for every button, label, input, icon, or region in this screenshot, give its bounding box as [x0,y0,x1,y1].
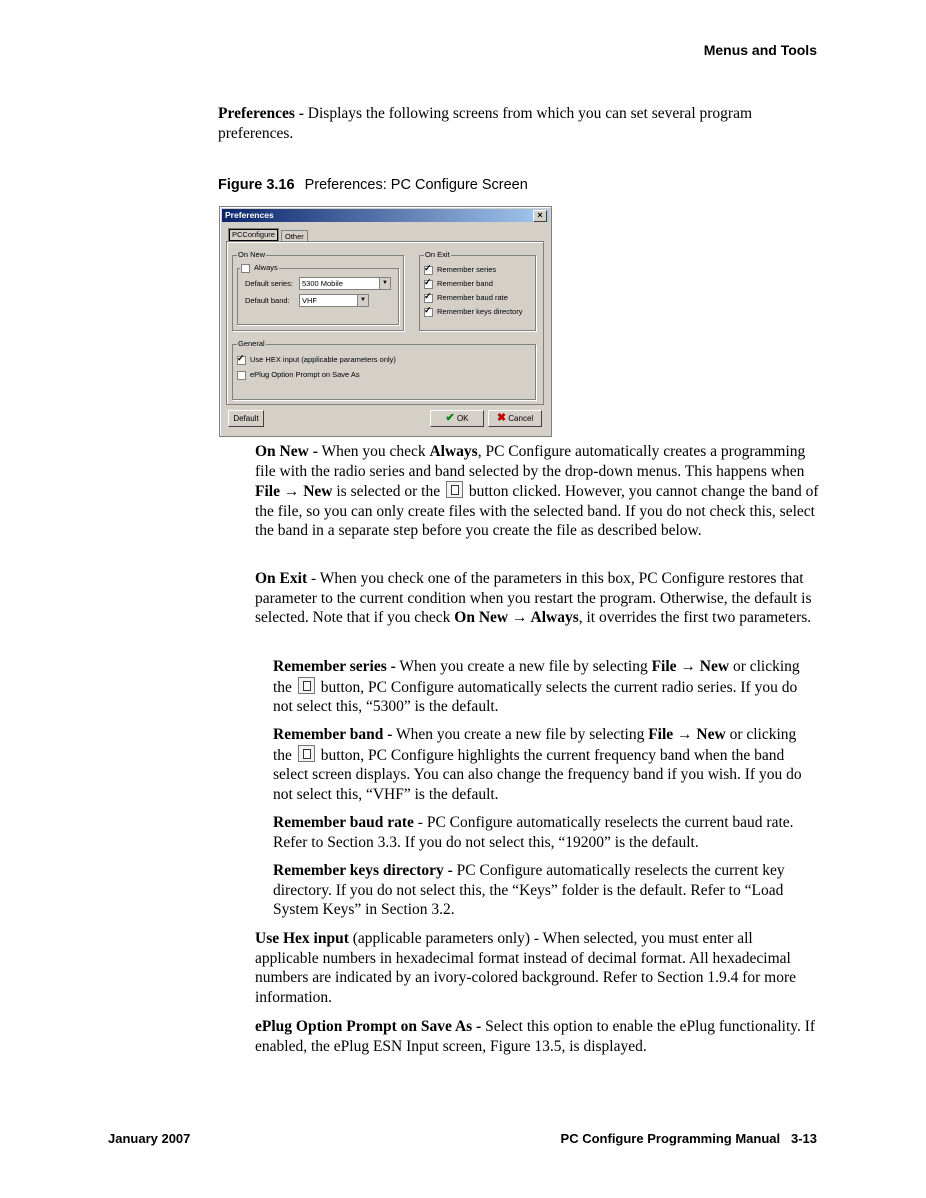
remember-series-term: Remember series - [273,658,396,675]
remember-keys-checkbox[interactable] [424,308,433,317]
intro-term: Preferences - [218,105,304,122]
text: , it overrides the first two parameters. [578,609,812,627]
new-file-icon [298,745,315,762]
default-band-label: Default band: [245,296,290,305]
always-group [237,263,399,325]
text: - PC Configure automatically reselects the current baud rate. Refer to Section 3.3. If you do not select this, “19200” is the default. [273,814,794,851]
text: button, PC Configure highlights the current frequency band when the band select screen displays. You can also change the frequency band if you wish. If you do not select this, “VHF” is the default. [273,746,802,803]
always-checkbox-row[interactable] [240,263,279,273]
remember-band-paragraph [273,725,818,804]
on-exit-group [419,250,536,331]
text: button clicked. However, you cannot change the band of the file, so you can only create files with the selected band. If you do not check this, select the band in a separate step before you create the file as described below. [255,483,819,540]
remember-baud-term: Remember baud rate [273,814,414,831]
bold-text: File → New [651,658,730,675]
hex-paragraph [255,929,820,1007]
text: When you check [317,443,430,460]
tab-other[interactable]: Other [281,230,308,243]
remember-series-label: Remember series [437,265,497,274]
default-series-label: Default series: [245,279,293,288]
remember-keys-row[interactable] [424,307,522,317]
eplug-checkbox[interactable] [237,371,246,380]
remember-baud-label: Remember baud rate [437,293,508,302]
on-new-label: On New [238,250,266,259]
bold-text: File → New [648,726,726,743]
default-band-value: VHF [302,296,317,305]
chevron-down-icon[interactable]: ▼ [357,295,368,306]
remember-band-label: Remember band [437,279,493,288]
default-button[interactable]: Default [228,410,264,427]
page-number: 3-13 [790,1131,817,1146]
footer-date: January 2007 [108,1131,191,1146]
preferences-dialog [219,206,552,437]
remember-baud-row[interactable] [424,293,508,303]
on-exit-paragraph [255,569,820,628]
text: Select this option to enable the ePlug functionality. If enabled, the ePlug ESN Input screen, Figure 13.5, is displayed. [255,1018,816,1055]
footer-manual-title: PC Configure Programming Manual [560,1131,781,1146]
remember-series-row[interactable] [424,265,496,275]
use-hex-row[interactable] [237,355,396,365]
always-label: Always [254,263,278,272]
text: - When you check one of the parameters in this box, PC Configure restores that parameter to the current condition when you restart the program. Otherwise, the default is selected. Note that if you check [255,570,812,627]
use-hex-label: Use HEX input (applicable parameters only) [250,355,396,364]
running-header: Menus and Tools [703,42,817,58]
ok-label: OK [456,414,469,423]
text: or clicking the [273,658,800,696]
text: is selected or the [332,483,444,501]
text: When you create a new file by selecting [395,658,652,675]
bold-text: Always [429,443,478,460]
default-series-value: 5300 Mobile [302,279,343,288]
text: , PC Configure automatically creates a programming file with the radio series and band selected by the drop-down menus. This happens when [255,443,806,480]
general-label: General [238,339,265,348]
figure-title: Preferences: PC Configure Screen [304,177,528,193]
cancel-label: Cancel [508,414,534,423]
on-exit-term: On Exit [255,570,308,587]
text: When you create a new file by selecting [392,726,649,743]
dialog-titlebar [222,209,549,222]
default-series-select[interactable] [299,277,391,290]
new-file-icon [298,677,315,694]
tab-panel [226,241,544,405]
footer-manual [561,1131,817,1146]
remember-series-paragraph [273,657,818,717]
bold-text: On New → Always [454,609,579,627]
x-icon: ✖ [496,412,507,424]
use-hex-checkbox[interactable] [237,356,246,365]
ok-button[interactable] [430,410,484,427]
cancel-button[interactable] [488,410,542,427]
text: button, PC Configure automatically selects the current radio series. If you do not select this, “5300” is the default. [273,678,798,716]
check-icon: ✔ [445,412,455,424]
close-icon[interactable]: × [533,210,547,222]
eplug-paragraph [255,1017,820,1056]
on-new-term: On New - [255,443,318,460]
on-new-group [232,250,404,331]
chevron-down-icon[interactable]: ▼ [379,278,390,289]
eplug-row[interactable] [237,370,360,380]
eplug-label: ePlug Option Prompt on Save As [250,370,360,379]
text: (applicable parameters only) - When selected, you must enter all applicable numbers in hexadecimal format instead of decimal format. All hexadecimal numbers are indicated by an ivory-colored background. Refer to Section 1.9.4 for more information. [255,930,797,1006]
tab-pcconfigure[interactable]: PCConfigure [228,228,279,241]
intro-paragraph [218,104,818,143]
text: or clicking the [273,726,797,764]
intro-text: Displays the following screens from which you can set several program preferences. [218,105,753,142]
general-group [232,339,536,400]
remember-band-term: Remember band - [273,726,393,743]
figure-number: Figure 3.16 [218,177,295,193]
remember-baud-paragraph [273,813,818,852]
remember-baud-checkbox[interactable] [424,294,433,303]
remember-band-row[interactable] [424,279,493,289]
on-exit-label: On Exit [425,250,450,259]
remember-keys-label: Remember keys directory [437,307,523,316]
figure-caption [218,177,528,193]
on-new-paragraph [255,442,820,541]
bold-text: File → New [255,483,333,501]
eplug-term: ePlug Option Prompt on Save As - [255,1018,482,1035]
dialog-title: Preferences [225,210,274,220]
always-checkbox[interactable] [241,264,250,273]
hex-term: Use Hex input [255,930,349,947]
text: PC Configure automatically reselects the current key directory. If you do not select this, the “Keys” folder is the default. Refer to “Load System Keys” in Section 3.2. [273,862,785,919]
new-file-icon [446,481,463,498]
remember-keys-paragraph [273,861,818,920]
default-band-select[interactable] [299,294,369,307]
remember-keys-term: Remember keys directory - [273,862,453,879]
remember-band-checkbox[interactable] [424,280,433,289]
remember-series-checkbox[interactable] [424,266,433,275]
